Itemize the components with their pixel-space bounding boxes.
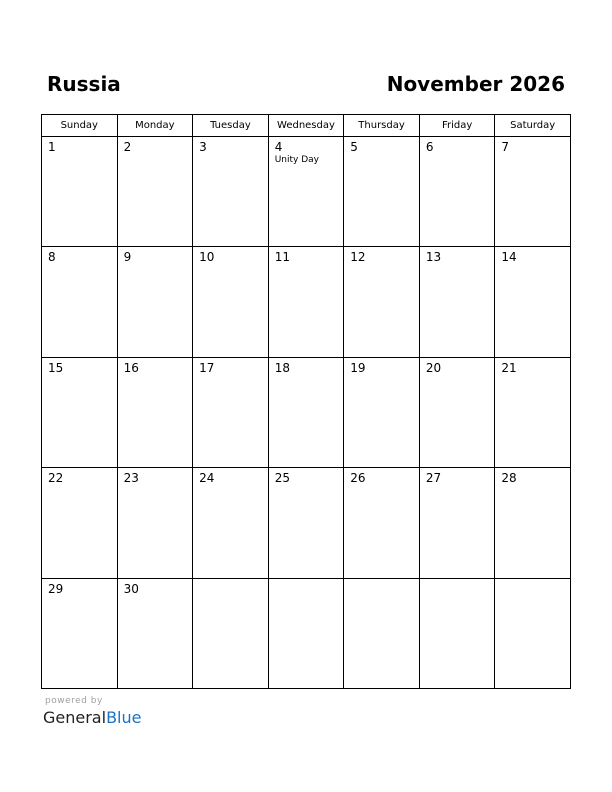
day-cell bbox=[495, 578, 571, 688]
day-cell bbox=[117, 468, 193, 578]
day-number: 18 bbox=[274, 360, 290, 375]
weekday-monday: Monday bbox=[117, 115, 193, 137]
day-number: 13 bbox=[425, 250, 442, 265]
day-number bbox=[269, 579, 344, 582]
day-number: 12 bbox=[350, 250, 366, 265]
day-cell bbox=[268, 357, 344, 467]
day-number: 25 bbox=[274, 471, 290, 486]
day-number: 24 bbox=[199, 471, 215, 486]
weekday-friday: Friday bbox=[419, 115, 495, 137]
day-number: 8 bbox=[48, 250, 56, 265]
day-number bbox=[193, 579, 268, 582]
day-cell bbox=[419, 137, 495, 247]
day-cell bbox=[193, 247, 269, 357]
weekday-saturday: Saturday bbox=[495, 115, 571, 137]
day-number: 17 bbox=[199, 360, 215, 375]
day-number: 23 bbox=[123, 471, 139, 486]
day-cell bbox=[117, 137, 193, 247]
weekday-wednesday: Wednesday bbox=[268, 115, 344, 137]
day-cell bbox=[117, 357, 193, 467]
day-number: 20 bbox=[425, 360, 442, 375]
day-number: 10 bbox=[199, 250, 215, 265]
day-cell bbox=[117, 578, 193, 688]
day-number: 5 bbox=[350, 140, 358, 154]
powered-by-text: powered by bbox=[45, 696, 103, 706]
day-number: 22 bbox=[48, 471, 64, 486]
holiday-label: Unity Day bbox=[274, 155, 319, 165]
day-number: 21 bbox=[501, 360, 517, 375]
day-cell bbox=[42, 468, 118, 578]
week-row-4 bbox=[42, 468, 571, 578]
brand-blue-text: Blue bbox=[106, 708, 142, 727]
day-number: 4 bbox=[274, 140, 283, 154]
day-cell bbox=[42, 357, 118, 467]
weekday-thursday: Thursday bbox=[344, 115, 420, 137]
day-number: 6 bbox=[425, 140, 434, 154]
country-title: Russia bbox=[47, 72, 121, 96]
day-number bbox=[420, 579, 495, 582]
day-cell bbox=[495, 357, 571, 467]
footer-branding bbox=[43, 696, 141, 728]
day-number: 28 bbox=[501, 471, 517, 486]
day-cell bbox=[42, 247, 118, 357]
day-cell bbox=[42, 137, 118, 247]
day-cell bbox=[344, 468, 420, 578]
day-cell bbox=[344, 247, 420, 357]
day-number: 11 bbox=[274, 250, 290, 265]
day-cell bbox=[495, 137, 571, 247]
day-number: 1 bbox=[48, 140, 56, 154]
day-number bbox=[495, 579, 570, 582]
day-number: 9 bbox=[123, 250, 132, 265]
day-cell bbox=[344, 137, 420, 247]
day-number: 29 bbox=[48, 581, 64, 596]
day-cell bbox=[495, 247, 571, 357]
week-row-1 bbox=[42, 137, 571, 247]
day-number: 3 bbox=[199, 140, 207, 154]
day-cell bbox=[268, 137, 344, 247]
weekday-sunday: Sunday bbox=[42, 115, 118, 137]
day-cell bbox=[344, 357, 420, 467]
day-cell bbox=[419, 578, 495, 688]
day-number: 27 bbox=[425, 471, 442, 486]
month-year-title: November 2026 bbox=[386, 72, 565, 96]
week-row-3 bbox=[42, 357, 571, 467]
day-number: 16 bbox=[123, 360, 139, 375]
brand-general-text: General bbox=[43, 708, 107, 727]
weekday-tuesday: Tuesday bbox=[193, 115, 269, 137]
day-cell bbox=[193, 578, 269, 688]
day-cell bbox=[193, 137, 269, 247]
day-cell bbox=[268, 468, 344, 578]
day-number: 7 bbox=[501, 140, 510, 154]
weekday-header-row bbox=[42, 115, 571, 137]
day-number: 30 bbox=[123, 581, 139, 596]
day-cell bbox=[344, 578, 420, 688]
day-number: 15 bbox=[48, 360, 64, 375]
week-row-5 bbox=[42, 578, 571, 688]
calendar-grid bbox=[41, 114, 571, 689]
day-cell bbox=[117, 247, 193, 357]
day-cell bbox=[42, 578, 118, 688]
day-cell bbox=[419, 468, 495, 578]
day-number: 2 bbox=[123, 140, 132, 154]
day-number: 14 bbox=[501, 250, 517, 265]
day-cell bbox=[268, 247, 344, 357]
day-cell bbox=[419, 247, 495, 357]
generalblue-logo[interactable] bbox=[43, 708, 141, 728]
day-number: 19 bbox=[350, 360, 366, 375]
day-cell bbox=[193, 468, 269, 578]
day-cell bbox=[193, 357, 269, 467]
day-cell bbox=[495, 468, 571, 578]
week-row-2 bbox=[42, 247, 571, 357]
day-number: 26 bbox=[350, 471, 366, 486]
day-number bbox=[344, 579, 419, 582]
day-cell bbox=[268, 578, 344, 688]
day-cell bbox=[419, 357, 495, 467]
